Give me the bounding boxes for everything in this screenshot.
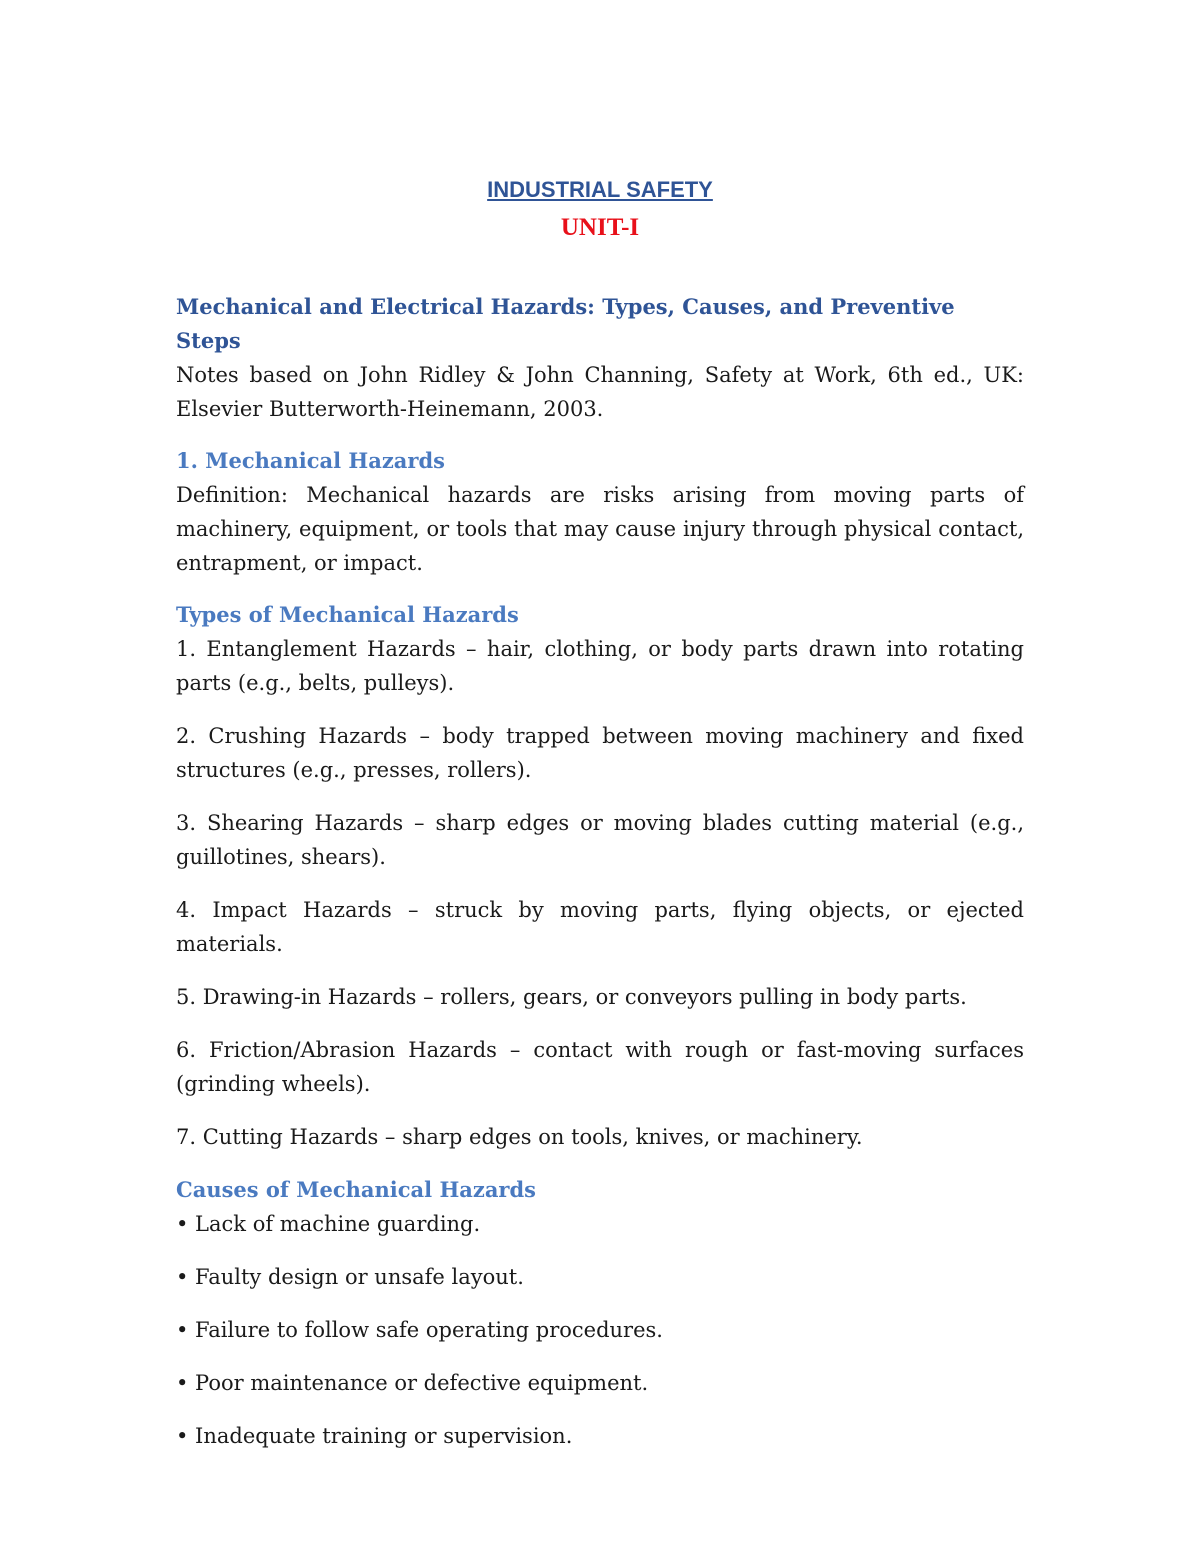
list-item: • Faulty design or unsafe layout. xyxy=(176,1265,524,1289)
list-item: 3. Shearing Hazards – sharp edges or moving blades cutting material (e.g., guillotines, shears). xyxy=(176,811,1024,869)
section-heading-mechanical: 1. Mechanical Hazards xyxy=(176,448,445,473)
definition-paragraph: Definition: Mechanical hazards are risks arising from moving parts of machinery, equipment, or tools that may cause injury through physical contact, entrapment, or impact. xyxy=(176,483,1024,575)
list-item: 2. Crushing Hazards – body trapped between moving machinery and fixed structures (e.g., presses, rollers). xyxy=(176,724,1024,782)
reference-note: Notes based on John Ridley & John Channing, Safety at Work, 6th ed., UK: Elsevier Butterworth-Heinemann, 2003. xyxy=(176,363,1024,421)
list-item: • Poor maintenance or defective equipment. xyxy=(176,1371,649,1395)
list-item: 4. Impact Hazards – struck by moving parts, flying objects, or ejected materials. xyxy=(176,898,1024,956)
list-item: 6. Friction/Abrasion Hazards – contact with rough or fast-moving surfaces (grinding wheels). xyxy=(176,1038,1024,1096)
list-item: 1. Entanglement Hazards – hair, clothing, or body parts drawn into rotating parts (e.g., belts, pulleys). xyxy=(176,637,1024,695)
list-item: • Lack of machine guarding. xyxy=(176,1212,481,1236)
causes-list xyxy=(176,1207,1024,1453)
list-item: 7. Cutting Hazards – sharp edges on tools, knives, or machinery. xyxy=(176,1125,863,1149)
unit-label: UNIT-I xyxy=(560,214,640,241)
types-heading: Types of Mechanical Hazards xyxy=(176,602,519,627)
types-list xyxy=(176,632,1024,1154)
list-item: • Inadequate training or supervision. xyxy=(176,1424,573,1448)
list-item: 5. Drawing-in Hazards – rollers, gears, or conveyors pulling in body parts. xyxy=(176,985,967,1009)
document-title: INDUSTRIAL SAFETY xyxy=(487,177,713,202)
list-item: • Failure to follow safe operating procedures. xyxy=(176,1318,663,1342)
causes-heading: Causes of Mechanical Hazards xyxy=(176,1177,537,1202)
main-heading: Mechanical and Electrical Hazards: Types, Causes, and Preventive Steps xyxy=(176,294,955,353)
document-page xyxy=(176,172,1024,1472)
